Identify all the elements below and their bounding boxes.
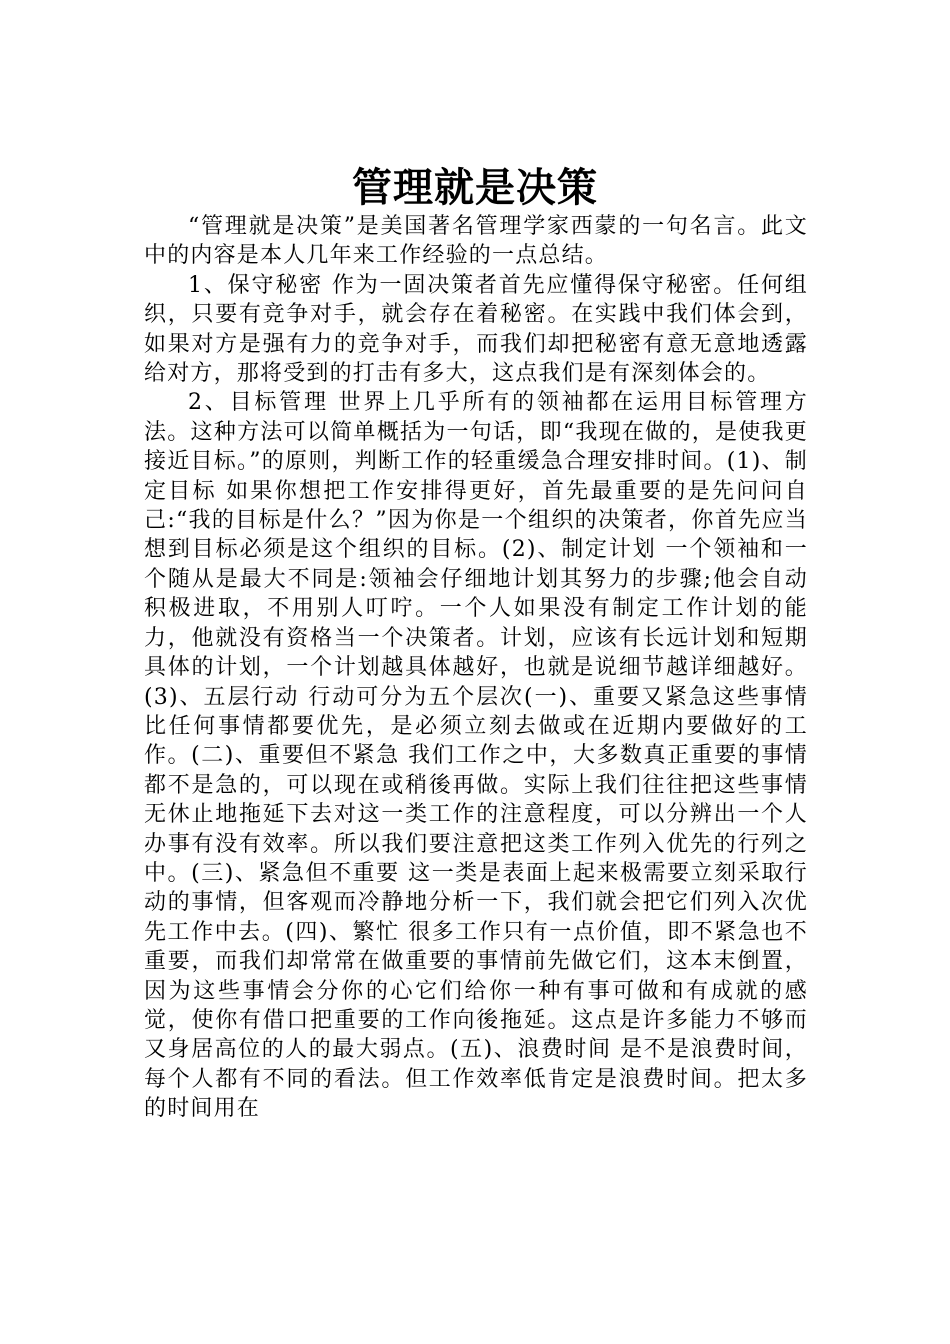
paragraph-keep-secrets: 1、保守秘密 作为一固决策者首先应懂得保守秘密。任何组织，只要有竞争对手，就会存在着秘密。在实践中我们体会到，如果对方是强有力的竞争对手，而我们却把秘密有意无意地透露给对方，那将受到的打击有多大，这点我们是有深刻体会的。 — [144, 272, 808, 387]
paragraph-intro: “管理就是决策”是美国著名管理学家西蒙的一句名言。此文中的内容是本人几年来工作经验的一点总结。 — [144, 214, 808, 269]
document-body — [144, 212, 808, 1124]
paragraph-goal-management: 2、目标管理 世界上几乎所有的领袖都在运用目标管理方法。这种方法可以简单概括为一句话，即“我现在做的，是使我更接近目标。”的原则，判断工作的轻重缓急合理安排时间。(1)、制定目标 如果你想把工作安排得更好，首先最重要的是先问问自己:“我的目标是什么？”因为你是一个组织的决策者，你首先应当想到目标必须是这个组织的目标。(2)、制定计划 一个领袖和一个随从是最大不同是:领袖会仔细地计划其努力的步骤;他会自动积极进取，不用别人叮咛。一个人如果没有制定工作计划的能力，他就没有资格当一个决策者。计划，应该有长远计划和短期具体的计划，一个计划越具体越好，也就是说细节越详细越好。(3)、五层行动 行动可分为五个层次(一)、重要又紧急这些事情比任何事情都要优先，是必须立刻去做或在近期内要做好的工作。(二)、重要但不紧急 我们工作之中，大多数真正重要的事情都不是急的，可以现在或稍後再做。实际上我们往往把这些事情无休止地拖延下去对这一类工作的注意程度，可以分辨出一个人办事有没有效率。所以我们要注意把这类工作列入优先的行列之中。(三)、紧急但不重要 这一类是表面上起来极需要立刻采取行动的事情，但客观而冷静地分析一下，我们就会把它们列入次优先工作中去。(四)、繁忙 很多工作只有一点价值，即不紧急也不重要，而我们却常常在做重要的事情前先做它们，这本末倒置，因为这些事情会分你的心它们给你一种有事可做和有成就的感觉，使你有借口把重要的工作向後拖延。这点是许多能力不够而又身居高位的人的最大弱点。(五)、浪费时间 是不是浪费时间，每个人都有不同的看法。但工作效率低肯定是浪费时间。把太多的时间用在 — [144, 390, 808, 1122]
document-title: 管理就是决策 — [352, 164, 598, 211]
